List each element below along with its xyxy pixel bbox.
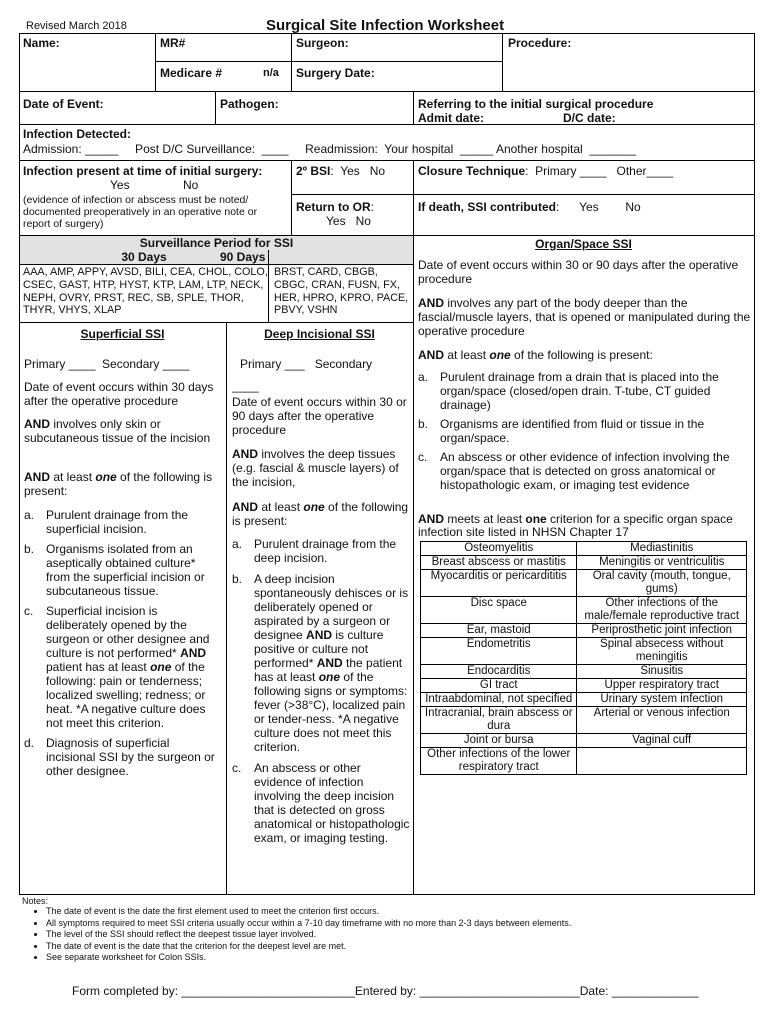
- table-row: [421, 707, 747, 734]
- deep-title: Deep Incisional SSI: [264, 327, 375, 341]
- rule: [413, 160, 414, 235]
- days-90-label: 90 Days: [220, 250, 266, 264]
- and-text: AND: [180, 646, 207, 660]
- table-cell: Other infections of the male/female reproductive tract: [577, 597, 747, 624]
- and2-text: at least: [444, 348, 490, 362]
- and-text: AND: [418, 348, 444, 362]
- rule: [155, 33, 156, 91]
- rule: [19, 322, 413, 323]
- organ-title: Organ/Space SSI: [535, 237, 632, 251]
- and2-text: of the following is present:: [510, 348, 653, 362]
- and2-text: at least: [258, 500, 304, 514]
- table-cell: Sinusitis: [577, 665, 747, 679]
- rule: [413, 235, 414, 895]
- item-text: Organisms are identified from fluid or tissue in the organ/space.: [440, 417, 705, 445]
- table-cell: Disc space: [421, 597, 577, 624]
- item-marker: d.: [24, 736, 35, 750]
- form-completed-line: Form completed by: __________________________Entered by: ________________________Date: _____________: [72, 984, 699, 998]
- rule: [19, 894, 755, 895]
- organ-criteria: [418, 370, 752, 492]
- table-cell: Joint or bursa: [421, 734, 577, 748]
- meets-text: meets at least: [444, 512, 526, 526]
- list-item: [418, 370, 752, 412]
- frame-left: [19, 33, 20, 895]
- item-marker: b.: [418, 417, 429, 431]
- present-yes: Yes: [110, 178, 130, 192]
- table-cell: Intraabdominal, not specified: [421, 693, 577, 707]
- list-item: [232, 537, 410, 565]
- table-cell: Urinary system infection: [577, 693, 747, 707]
- present-note: (evidence of infection or abscess must be noted/ documented preoperatively in an operative note or report of surgery): [23, 194, 258, 230]
- item-text: of the following signs or symptoms: fever (>38°C), localized pain or tender-ness. *A negative culture does not meet this criterion.: [254, 670, 408, 754]
- one-text: one: [525, 512, 547, 526]
- and2-text: of the following is present:: [232, 500, 409, 528]
- table-row: [421, 638, 747, 665]
- superficial-date: Date of event occurs within 30 days after the operative procedure: [24, 380, 214, 408]
- and-text: AND: [232, 447, 258, 461]
- table-cell: Spinal absecess without meningitis: [577, 638, 747, 665]
- item-marker: b.: [232, 572, 243, 586]
- rule: [19, 91, 755, 92]
- one-text: one: [303, 500, 325, 514]
- table-row: [421, 542, 747, 556]
- superficial-and1-text: involves only skin or subcutaneous tissue of the incision: [24, 417, 211, 445]
- rule: [413, 91, 414, 124]
- note-item: • All symptoms required to meet SSI criteria usually occur within a 7-10 day timeframe with no more than 2-3 days between elements.: [46, 918, 766, 930]
- organ-space-table: [420, 541, 747, 775]
- table-cell: Meningitis or ventriculitis: [577, 556, 747, 570]
- deep-and1-text: involves the deep tissues (e.g. fascial & muscle layers) of the incision,: [232, 447, 399, 489]
- return-field: [296, 200, 374, 214]
- surgeon-label: Surgeon:: [296, 36, 349, 50]
- rule: [291, 160, 292, 235]
- organ-meets: [418, 513, 752, 539]
- present-no: No: [183, 178, 199, 192]
- table-cell: Periprosthetic joint infection: [577, 624, 747, 638]
- bsi-options: : Yes No: [330, 164, 386, 178]
- list-item: [232, 761, 410, 845]
- present-label: Infection present at time of initial surgery:: [23, 164, 263, 178]
- table-cell: Breast abscess or mastitis: [421, 556, 577, 570]
- table-cell: Endometritis: [421, 638, 577, 665]
- list-90-days: BRST, CARD, CBGB, CBGC, CRAN, FUSN, FX, HER, HPRO, KPRO, PACE, PBVY, VSHN: [274, 266, 409, 317]
- one-text: one: [95, 470, 117, 484]
- table-row: [421, 570, 747, 597]
- and-text: AND: [316, 656, 343, 670]
- table-row: [421, 597, 747, 624]
- item-text: Superficial incision is deliberately opened by the surgeon or other designee and culture is not performed*: [46, 604, 210, 660]
- list-item: [24, 604, 222, 730]
- rule: [19, 33, 755, 34]
- note-item: • The date of event is the date the first element used to meet the criterion first occurs.: [46, 906, 766, 918]
- closure-options: : Primary ____ Other____: [525, 164, 674, 178]
- deep-and2: [232, 500, 410, 528]
- rule: [19, 160, 755, 161]
- table-cell: Oral cavity (mouth, tongue, gums): [577, 570, 747, 597]
- table-row: [421, 556, 747, 570]
- infection-detected-line: Admission: _____ Post D/C Surveillance: ____ Readmission: Your hospital _____ Another hospital _______: [23, 142, 637, 156]
- and-text: AND: [24, 417, 50, 431]
- note-item: • The level of the SSI should reflect the deepest tissue layer involved.: [46, 929, 766, 941]
- item-marker: a.: [232, 537, 243, 551]
- table-row: [421, 748, 747, 775]
- and-text: AND: [24, 470, 50, 484]
- item-text: Purulent drainage from a drain that is placed into the organ/space (closed/open drain. T-tube, CT guided drainage): [440, 370, 719, 412]
- death-field: [418, 200, 641, 214]
- superficial-criteria: [24, 508, 222, 778]
- and-text: AND: [418, 296, 444, 310]
- page-title: Surgical Site Infection Worksheet: [266, 17, 505, 34]
- item-text: An abscess or other evidence of infection involving the deep incision that is detected on gross anatomical or histopathologic exam, or imaging testing.: [254, 761, 410, 845]
- deep-primary: Primary ___ Secondary: [240, 357, 373, 371]
- rule: [215, 91, 216, 124]
- item-text: Organisms isolated from an aseptically obtained culture* from the superficial incision or subcutaneous tissue.: [46, 542, 205, 598]
- days-30-label: 30 Days: [121, 250, 167, 264]
- rule: [291, 33, 292, 91]
- organ-date: Date of event occurs within 30 or 90 days after the operative procedure: [418, 258, 739, 286]
- closure-field: [418, 164, 673, 178]
- and-text: AND: [306, 628, 333, 642]
- table-cell: Mediastinitis: [577, 542, 747, 556]
- pathogen-label: Pathogen:: [220, 97, 279, 111]
- table-cell: Upper respiratory tract: [577, 679, 747, 693]
- superficial-title: Superficial SSI: [80, 327, 165, 341]
- note-item: • The date of event is the date that the criterion for the deepest level are met.: [46, 941, 766, 953]
- list-item: [24, 736, 222, 778]
- and2-text: of the following is present:: [24, 470, 213, 498]
- item-text: the patient has at least: [254, 656, 403, 684]
- superficial-and2: [24, 470, 222, 498]
- deep-criteria: [232, 537, 410, 845]
- table-row: [421, 624, 747, 638]
- table-cell: [577, 748, 747, 775]
- frame-right: [754, 33, 755, 895]
- item-text: An abscess or other evidence of infection involving the organ/space that is detected on gross anatomical or histopathologic exam, or imaging test evidence: [440, 450, 730, 492]
- date-of-event-label: Date of Event:: [23, 97, 104, 111]
- surveillance-title: Surveillance Period for SSI: [139, 236, 294, 250]
- item-text: A deep incision spontaneously dehisces or is deliberately opened or aspirated by a surgeon or designee: [254, 572, 409, 642]
- organ-and1: [418, 296, 752, 338]
- table-cell: Other infections of the lower respiratory tract: [421, 748, 577, 775]
- surgery-date-label: Surgery Date:: [296, 66, 375, 80]
- table-row: [421, 693, 747, 707]
- table-cell: Endocarditis: [421, 665, 577, 679]
- rule: [413, 194, 755, 195]
- table-cell: Intracranial, brain abscess or dura: [421, 707, 577, 734]
- deep-date: Date of event occurs within 30 or 90 days after the operative procedure: [232, 395, 407, 437]
- name-label: Name:: [23, 36, 60, 50]
- superficial-primary: Primary ____ Secondary ____: [24, 357, 190, 371]
- mr-label: MR#: [160, 36, 186, 50]
- rule: [155, 61, 502, 62]
- and-text: AND: [232, 500, 258, 514]
- item-text: is culture positive or culture not performed*: [254, 628, 384, 670]
- rule: [268, 250, 269, 322]
- one-text: one: [318, 670, 341, 684]
- deep-and1: [232, 447, 410, 489]
- table-cell: Vaginal cuff: [577, 734, 747, 748]
- medicare-value: n/a: [263, 67, 279, 79]
- bsi-label: 2º BSI: [296, 164, 331, 178]
- item-marker: c.: [24, 604, 34, 618]
- and2-text: at least: [50, 470, 96, 484]
- table-row: [421, 665, 747, 679]
- list-item: [24, 542, 222, 598]
- medicare-label: Medicare #: [160, 66, 223, 80]
- referring-label: Referring to the initial surgical procedure: [418, 97, 654, 111]
- rule: [226, 322, 227, 895]
- bsi-field: [296, 164, 385, 178]
- and-text: AND: [418, 512, 444, 526]
- rule: [19, 264, 413, 265]
- list-item: [232, 572, 410, 754]
- item-text: Diagnosis of superficial incisional SSI by the surgeon or other designee.: [46, 736, 215, 778]
- notes-title: Notes:: [22, 896, 49, 906]
- table-row: [421, 679, 747, 693]
- table-cell: GI tract: [421, 679, 577, 693]
- return-label: Return to OR: [296, 200, 371, 214]
- return-options: Yes No: [326, 214, 371, 228]
- rule: [502, 33, 503, 91]
- meets-text: criterion for a specific organ space infection site listed in NHSN Chapter 17: [418, 512, 733, 539]
- item-marker: c.: [232, 761, 242, 775]
- table-cell: Osteomyelitis: [421, 542, 577, 556]
- one-text: one: [150, 660, 172, 674]
- table-cell: Ear, mastoid: [421, 624, 577, 638]
- death-options: : Yes No: [556, 200, 641, 214]
- rule: [19, 124, 755, 125]
- table-cell: Arterial or venous infection: [577, 707, 747, 734]
- note-item: • See separate worksheet for Colon SSIs.: [46, 952, 766, 964]
- superficial-and1: [24, 417, 222, 445]
- list-item: [418, 417, 752, 445]
- deep-secondary-blank: ____: [232, 379, 259, 393]
- organ-and2: [418, 348, 752, 362]
- revised-date: Revised March 2018: [26, 20, 127, 32]
- item-marker: a.: [24, 508, 35, 522]
- list-30-days: AAA, AMP, APPY, AVSD, BILI, CEA, CHOL, COLO, CSEC, GAST, HTP, HYST, KTP, LAM, LTP, NECK, NEPH, OVRY, PRST, REC, SB, SPLE, THOR, THYR, VHYS, XLAP: [23, 266, 268, 317]
- item-marker: a.: [418, 370, 429, 384]
- closure-label: Closure Technique: [418, 164, 526, 178]
- item-text: Purulent drainage from the deep incision.: [254, 537, 397, 565]
- one-text: one: [489, 348, 511, 362]
- return-colon: :: [370, 200, 375, 214]
- item-marker: c.: [418, 450, 428, 464]
- item-text: Purulent drainage from the superficial incision.: [46, 508, 189, 536]
- item-text: patient has at least: [46, 660, 151, 674]
- dc-date-label: D/C date:: [563, 111, 616, 125]
- rule: [291, 194, 413, 195]
- infection-detected-label: Infection Detected:: [23, 127, 132, 141]
- list-item: [24, 508, 222, 536]
- table-row: [421, 734, 747, 748]
- notes-list: [22, 906, 766, 964]
- list-item: [418, 450, 752, 492]
- item-text: of the following: pain or tenderness; localized swelling; redness; or heat. *A negative culture does not meet this criterion.: [46, 660, 206, 730]
- item-marker: b.: [24, 542, 35, 556]
- organ-and1-text: involves any part of the body deeper than the fascial/muscle layers, that is opened or manipulated during the operative procedure: [418, 296, 751, 338]
- death-label: If death, SSI contributed: [418, 200, 557, 214]
- admit-date-label: Admit date:: [418, 111, 484, 125]
- procedure-label: Procedure:: [508, 36, 572, 50]
- table-cell: Myocarditis or pericardititis: [421, 570, 577, 597]
